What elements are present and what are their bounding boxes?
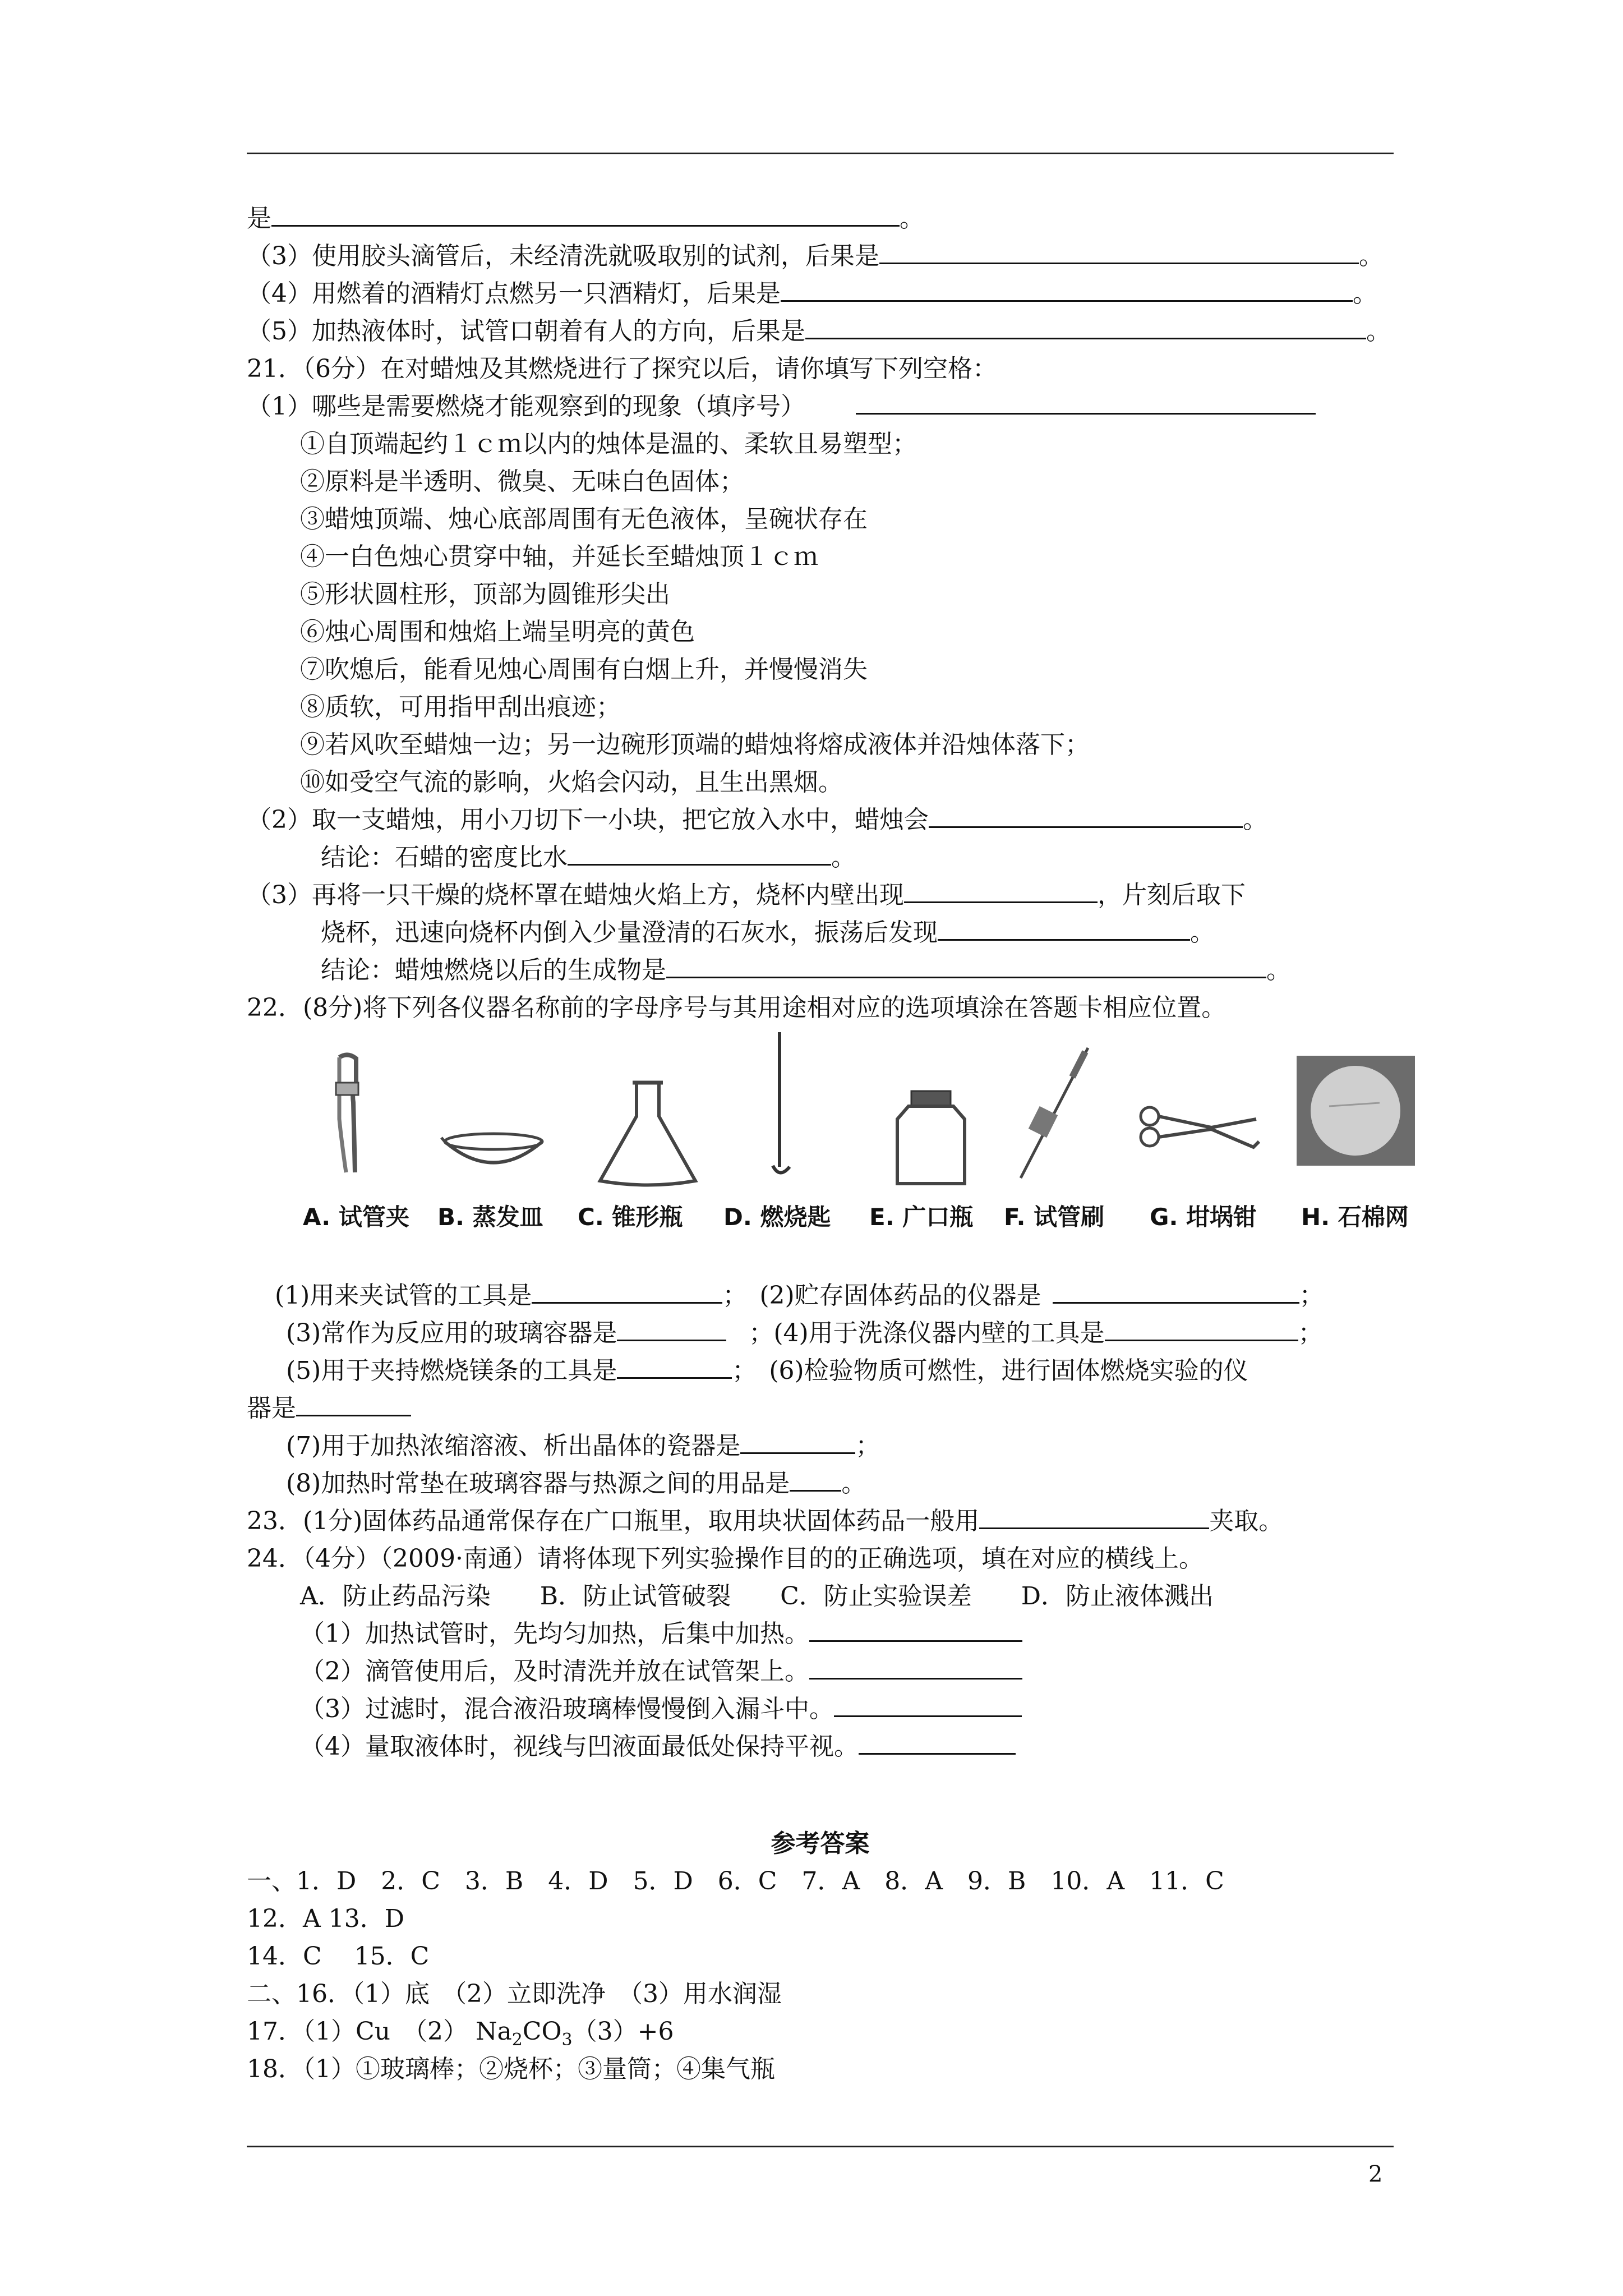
text: 器是 [247,1394,296,1423]
text: ⑧质软，可用指甲刮出痕迹； [300,693,621,721]
q22-items-1-2 [275,1276,1453,1315]
text: ，片刻后取下 [1098,881,1246,909]
text: CO [522,2017,562,2046]
text: 。 [1353,279,1377,308]
subscript: 2 [511,2030,523,2050]
answers-title [247,1824,1394,1864]
q21-option-4 [300,537,1478,577]
instrument-label-c: C. 锥形瓶 [578,1203,683,1231]
answer-blank[interactable] [859,1727,1016,1755]
crucible-tongs-icon [1133,1097,1262,1158]
instrument-label-h: H. 石棉网 [1301,1203,1409,1231]
text: 参考答案 [771,1829,870,1858]
text: ； [1299,1281,1324,1310]
q24-item-4 [300,1727,1478,1766]
answers-line-2 [247,1899,1424,1939]
text: （3）过滤时，混合液沿玻璃棒慢慢倒入漏斗中。 [300,1695,834,1723]
text: 烧杯，迅速向烧杯内倒入少量澄清的石灰水，振荡后发现 [321,918,938,947]
text: ⑩如受空气流的影响，火焰会闪动，且生出黑烟。 [300,768,843,797]
answer-blank[interactable] [979,1502,1209,1529]
text: (1)用来夹试管的工具是 [275,1281,532,1310]
text: ； [855,1432,880,1460]
q21-option-5 [300,575,1478,614]
text: （3）+6 [572,2017,674,2046]
text: 。 [1359,242,1384,270]
instrument-label-b: B. 蒸发皿 [437,1203,543,1231]
text: ；(4)用于洗涤仪器内壁的工具是 [749,1319,1105,1347]
q22-item-7 [286,1427,1464,1466]
answers-line-4 [247,1975,1424,2014]
answer-blank[interactable] [781,274,1353,302]
answer-blank[interactable] [271,199,900,227]
answer-blank[interactable] [790,1464,841,1492]
text: 一、1．D 2．C 3．B 4．D 5．D 6．C 7．A 8．A 9．B 10．A 11．C [247,1867,1224,1895]
q20-line-1 [247,199,1424,238]
q21-conclusion-1 [321,838,1498,877]
answer-blank[interactable] [740,1427,855,1454]
answers-line-1 [247,1862,1424,1901]
text: （4）量取液体时，视线与凹液面最低处保持平视。 [300,1732,859,1761]
text: （5）加热液体时，试管口朝着有人的方向，后果是 [247,317,805,346]
answer-blank[interactable] [666,951,1266,978]
text: (7)用于加热浓缩溶液、析出晶体的瓷器是 [286,1432,741,1460]
q21-part-1 [247,387,1424,426]
text: 。 [1243,806,1267,834]
answer-blank[interactable] [1053,1276,1299,1304]
test-tube-holder-icon [322,1052,373,1181]
answer-blank[interactable] [1105,1314,1298,1341]
answer-blank[interactable] [879,237,1359,264]
text: ②原料是半透明、微臭、无味白色固体； [300,467,744,496]
q21-part-3 [247,876,1424,915]
q21-option-2 [300,462,1478,501]
asbestos-gauze-icon [1295,1055,1416,1167]
q21-option-3 [300,500,1478,539]
q21-title [247,349,1424,389]
answers-line-5 [247,2012,1424,2051]
subscript: 3 [561,2030,573,2050]
text: (5)用于夹持燃烧镁条的工具是 [286,1356,617,1385]
answer-blank[interactable] [809,1652,1022,1680]
text: 23．(1分)固体药品通常保存在广口瓶里，取用块状固体药品一般用 [247,1507,980,1535]
answer-blank[interactable] [904,876,1098,903]
answer-blank[interactable] [834,1690,1022,1717]
instrument-label-e: E. 广口瓶 [869,1203,974,1231]
q24-title [247,1539,1424,1579]
q21-part-3-cont [321,913,1498,953]
text: 。 [900,204,924,233]
text: ④一白色烛心贯穿中轴，并延长至蜡烛顶１ｃｍ [300,542,818,571]
q22-title [247,988,1424,1028]
answer-blank[interactable] [938,913,1190,941]
answer-blank[interactable] [929,800,1243,828]
text: 14．C 15．C [247,1942,430,1971]
text: 24．（4分）（2009·南通）请将体现下列实验操作目的的正确选项，填在对应的横线上。 [247,1544,1204,1573]
test-tube-brush-icon [1009,1043,1099,1184]
text: ⑦吹熄后，能看见烛心周围有白烟上升，并慢慢消失 [300,655,868,684]
text: （1）哪些是需要燃烧才能观察到的现象（填序号） [247,392,805,421]
text: 结论：蜡烛燃烧以后的生成物是 [321,956,666,984]
answer-blank[interactable] [617,1314,726,1341]
text: 。 [1366,317,1391,346]
text: ①自顶端起约１ｃｍ以内的烛体是温的、柔软且易塑型； [300,430,917,458]
q21-option-10 [300,763,1478,802]
answer-blank[interactable] [805,312,1366,339]
evaporating-dish-icon [440,1128,547,1178]
text: 。 [831,843,856,872]
text: ③蜡烛顶端、烛心底部周围有无色液体，呈碗状存在 [300,505,868,533]
answer-blank[interactable] [296,1389,411,1416]
text: 是 [247,204,271,233]
text: 17．（1）Cu （2） Na [247,2017,512,2046]
q22-item-6-cont [247,1389,1424,1428]
q20-item-4 [247,274,1424,314]
text: 。 [1190,918,1215,947]
answer-blank[interactable] [532,1276,722,1304]
q24-item-2 [300,1652,1478,1691]
q22-item-8 [286,1464,1464,1503]
text: （3）再将一只干燥的烧杯罩在蜡烛火焰上方，烧杯内壁出现 [247,881,904,909]
text: ； (6)检验物质可燃性，进行固体燃烧实验的仪 [732,1356,1248,1385]
text: （2）取一支蜡烛，用小刀切下一小块，把它放入水中，蜡烛会 [247,806,929,834]
q24-item-1 [300,1614,1478,1654]
answer-blank[interactable] [809,1614,1022,1642]
answers-line-6 [247,2050,1424,2089]
q24-item-3 [300,1690,1478,1729]
q21-conclusion-2 [321,951,1498,990]
text: 结论：石蜡的密度比水 [321,843,568,872]
text: ； [1298,1319,1323,1347]
text: ； (2)贮存固体药品的仪器是 [722,1281,1041,1310]
answer-blank[interactable] [617,1351,732,1379]
q21-option-7 [300,650,1478,689]
q22-items-3-4 [286,1314,1464,1353]
answers-line-3 [247,1937,1424,1976]
instrument-label-d: D. 燃烧匙 [723,1203,831,1231]
instrument-label-g: G. 坩埚钳 [1150,1203,1257,1231]
text: 22．(8分)将下列各仪器名称前的字母序号与其用途相对应的选项填涂在答题卡相应位置。 [247,993,1227,1022]
footer-rule [247,2146,1394,2147]
answer-blank[interactable] [568,838,831,866]
text: （3）使用胶头滴管后，未经清洗就吸取别的试剂，后果是 [247,242,879,270]
page-number: 2 [1368,2161,1383,2187]
conical-flask-icon [594,1077,701,1189]
text: 18．（1）①玻璃棒；②烧杯；③量筒；④集气瓶 [247,2055,775,2083]
wide-mouth-bottle-icon [886,1088,976,1189]
q21-option-6 [300,613,1478,652]
instrument-label-a: A. 试管夹 [303,1203,409,1231]
text: ⑨若风吹至蜡烛一边；另一边碗形顶端的蜡烛将熔成液体并沿烛体落下； [300,730,1090,759]
q20-item-5 [247,312,1424,351]
text: ⑥烛心周围和烛焰上端呈明亮的黄色 [300,618,695,646]
text: A．防止药品污染 B．防止试管破裂 C．防止实验误差 D．防止液体溅出 [300,1582,1214,1611]
text: 。 [1266,956,1291,984]
q21-option-1 [300,425,1478,464]
q22-items-5-6 [286,1351,1464,1391]
text: (8)加热时常垫在玻璃容器与热源之间的用品是 [286,1469,790,1498]
answer-blank[interactable] [856,387,1316,415]
q20-item-3 [247,237,1424,276]
text: （4）用燃着的酒精灯点燃另一只酒精灯，后果是 [247,279,781,308]
text: 。 [841,1469,866,1498]
instrument-label-f: F. 试管刷 [1004,1203,1105,1231]
q21-option-9 [300,725,1478,765]
text: 二、16．（1）底 （2）立即洗净 （3）用水润湿 [247,1980,782,2008]
combustion-spoon-icon [763,1032,802,1184]
q21-option-8 [300,688,1478,727]
text: （2）滴管使用后，及时清洗并放在试管架上。 [300,1657,809,1686]
text: 夹取。 [1209,1507,1284,1535]
header-rule [247,153,1394,154]
text: (3)常作为反应用的玻璃容器是 [286,1319,617,1347]
text: （1）加热试管时，先均匀加热，后集中加热。 [300,1619,809,1648]
q23 [247,1502,1424,1541]
text: 21．（6分）在对蜡烛及其燃烧进行了探究以后，请你填写下列空格： [247,355,997,383]
q24-options [300,1577,1478,1616]
q21-part-2 [247,800,1424,840]
text: ⑤形状圆柱形，顶部为圆锥形尖出 [300,580,670,609]
text: 12．A 13．D [247,1904,405,1933]
